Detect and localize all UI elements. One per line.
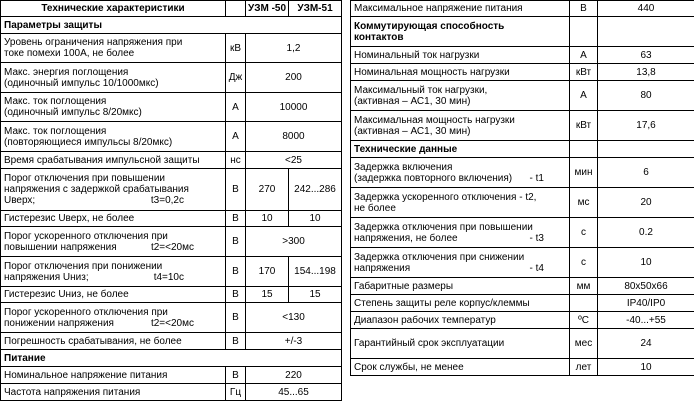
- row-unit: В: [226, 227, 246, 257]
- table-row: [351, 111, 694, 141]
- table-row: [1, 63, 342, 93]
- row-label: Максимальная мощность нагрузки (активная – АС1, 30 мин): [351, 111, 570, 141]
- row-value: 80: [598, 81, 694, 111]
- header-row: [1, 1, 342, 17]
- table-row: [1, 93, 342, 122]
- table-row: [1, 384, 342, 401]
- row-unit: лет: [570, 359, 598, 376]
- row-value-uzm51: 10: [289, 211, 342, 227]
- row-value: 220: [246, 367, 342, 384]
- row-value: 10: [598, 359, 694, 376]
- section-power: Питание: [1, 350, 342, 367]
- table-row: [1, 211, 342, 227]
- row-label: Задержка включения (задержка повторного включения) - t1: [351, 158, 570, 188]
- table-row: [351, 329, 694, 359]
- row-value: 200: [246, 63, 342, 93]
- row-label: Диапазон рабочих температур: [351, 312, 570, 329]
- section-protection: Параметры защиты: [1, 17, 342, 34]
- row-label: Номинальная мощность нагрузки: [351, 64, 570, 81]
- row-label: Частота напряжения питания: [1, 384, 226, 401]
- table-row: [1, 257, 342, 287]
- table-row: [1, 227, 342, 257]
- table-row: [351, 1, 694, 17]
- header-unit-cell: [226, 1, 246, 17]
- section-switching-unit: [570, 17, 598, 47]
- row-unit: кВ: [226, 34, 246, 63]
- row-unit: кВт: [570, 64, 598, 81]
- row-unit: В: [226, 169, 246, 211]
- row-unit: В: [226, 333, 246, 350]
- row-unit: Гц: [226, 384, 246, 401]
- row-value: <25: [246, 152, 342, 169]
- row-label: Макс. энергия поглощения (одиночный импульс 10/1000мкс): [1, 63, 226, 93]
- table-row: [351, 47, 694, 64]
- row-value: 24: [598, 329, 694, 359]
- row-unit: В: [226, 303, 246, 333]
- row-unit: с: [570, 218, 598, 248]
- row-label: Макс. ток поглощения (повторяющиеся импульсы 8/20мкс): [1, 122, 226, 152]
- table-row: [351, 312, 694, 329]
- row-unit: В: [226, 367, 246, 384]
- row-label: Задержка ускоренного отключения - t2, не более: [351, 188, 570, 218]
- table-row: [351, 64, 694, 81]
- row-value-uzm50: 170: [246, 257, 289, 287]
- table-row: [1, 367, 342, 384]
- row-label: Номинальный ток нагрузки: [351, 47, 570, 64]
- table-row: [351, 278, 694, 295]
- row-value: 6: [598, 158, 694, 188]
- row-label: Максимальное напряжение питания: [351, 1, 570, 17]
- header-title: Технические характеристики: [1, 1, 226, 17]
- row-unit: Дж: [226, 63, 246, 93]
- section-tech-unit: [570, 141, 598, 158]
- row-value: >300: [246, 227, 342, 257]
- row-label: Номинальное напряжение питания: [1, 367, 226, 384]
- header-col-uzm50: УЗМ -50: [246, 1, 289, 17]
- row-label: Макс. ток поглощения (одиночный импульс 8/20мкс): [1, 93, 226, 122]
- table-row: [1, 303, 342, 333]
- row-unit: ºС: [570, 312, 598, 329]
- row-label: Порог ускоренного отключения при повышении напряжения t2=<20мс: [1, 227, 226, 257]
- row-label: Габаритные размеры: [351, 278, 570, 295]
- row-unit: А: [570, 47, 598, 64]
- row-value: 10000: [246, 93, 342, 122]
- table-row: [1, 122, 342, 152]
- row-label: Задержка отключения при снижении напряжения - t4: [351, 248, 570, 278]
- row-unit: нс: [226, 152, 246, 169]
- row-unit: В: [226, 257, 246, 287]
- section-switching-value: [598, 17, 694, 47]
- row-label: Порог отключения при повышении напряжения с задержкой срабатывания Uверх; t3=0,2с: [1, 169, 226, 211]
- header-col-uzm51: УЗМ-51: [289, 1, 342, 17]
- row-value: 8000: [246, 122, 342, 152]
- row-label: Уровень ограничения напряжения при токе помехи 100А, не более: [1, 34, 226, 63]
- table-row: [351, 218, 694, 248]
- table-row: [1, 152, 342, 169]
- row-label: Гистерезис Uверх, не более: [1, 211, 226, 227]
- row-value-uzm51: 15: [289, 287, 342, 303]
- section-tech-data: Технические данные: [351, 141, 570, 158]
- row-value: -40...+55: [598, 312, 694, 329]
- table-row: [351, 248, 694, 278]
- row-unit: с: [570, 248, 598, 278]
- row-label: Гистерезис Uниз, не более: [1, 287, 226, 303]
- left-spec-table: [0, 0, 342, 401]
- row-unit: мм: [570, 278, 598, 295]
- table-row: [351, 188, 694, 218]
- table-row: [1, 333, 342, 350]
- row-label: Погрешность срабатывания, не более: [1, 333, 226, 350]
- row-unit: кВт: [570, 111, 598, 141]
- row-value: 80х50х66: [598, 278, 694, 295]
- table-row: [351, 158, 694, 188]
- row-value-uzm51: 154...198: [289, 257, 342, 287]
- row-label: Порог отключения при понижении напряжения Uниз; t4=10с: [1, 257, 226, 287]
- row-label: Порог ускоренного отключения при понижении напряжения t2=<20мс: [1, 303, 226, 333]
- table-row: [1, 287, 342, 303]
- row-unit: А: [570, 81, 598, 111]
- row-value: 13,8: [598, 64, 694, 81]
- row-value: <130: [246, 303, 342, 333]
- row-unit: мин: [570, 158, 598, 188]
- row-label: Задержка отключения при повышении напряжения, не более - t3: [351, 218, 570, 248]
- row-label: Время срабатывания импульсной защиты: [1, 152, 226, 169]
- table-row: [1, 34, 342, 63]
- row-value-uzm50: 270: [246, 169, 289, 211]
- row-value: 0.2: [598, 218, 694, 248]
- row-value: 10: [598, 248, 694, 278]
- table-row: [351, 81, 694, 111]
- row-unit: [570, 295, 598, 312]
- section-tech-value: [598, 141, 694, 158]
- row-value: +/-3: [246, 333, 342, 350]
- table-row: [1, 169, 342, 211]
- row-label: Максимальный ток нагрузки, (активная – АС1, 30 мин): [351, 81, 570, 111]
- table-row: [351, 359, 694, 376]
- row-value: 1,2: [246, 34, 342, 63]
- row-unit: мс: [570, 188, 598, 218]
- row-value: 440: [598, 1, 694, 17]
- row-unit: мес: [570, 329, 598, 359]
- row-value: IP40/IP0: [598, 295, 694, 312]
- row-unit: В: [226, 211, 246, 227]
- row-value: 17,6: [598, 111, 694, 141]
- row-unit: А: [226, 93, 246, 122]
- row-value: 63: [598, 47, 694, 64]
- row-value-uzm50: 15: [246, 287, 289, 303]
- row-unit: В: [570, 1, 598, 17]
- row-unit: В: [226, 287, 246, 303]
- row-value: 20: [598, 188, 694, 218]
- section-switching: Коммутирующая способность контактов: [351, 17, 570, 47]
- row-label: Гарантийный срок эксплуатации: [351, 329, 570, 359]
- row-value-uzm50: 10: [246, 211, 289, 227]
- row-label: Срок службы, не менее: [351, 359, 570, 376]
- row-value-uzm51: 242...286: [289, 169, 342, 211]
- table-row: [351, 295, 694, 312]
- row-label: Степень защиты реле корпус/клеммы: [351, 295, 570, 312]
- row-value: 45...65: [246, 384, 342, 401]
- right-spec-table: [350, 0, 694, 376]
- row-unit: А: [226, 122, 246, 152]
